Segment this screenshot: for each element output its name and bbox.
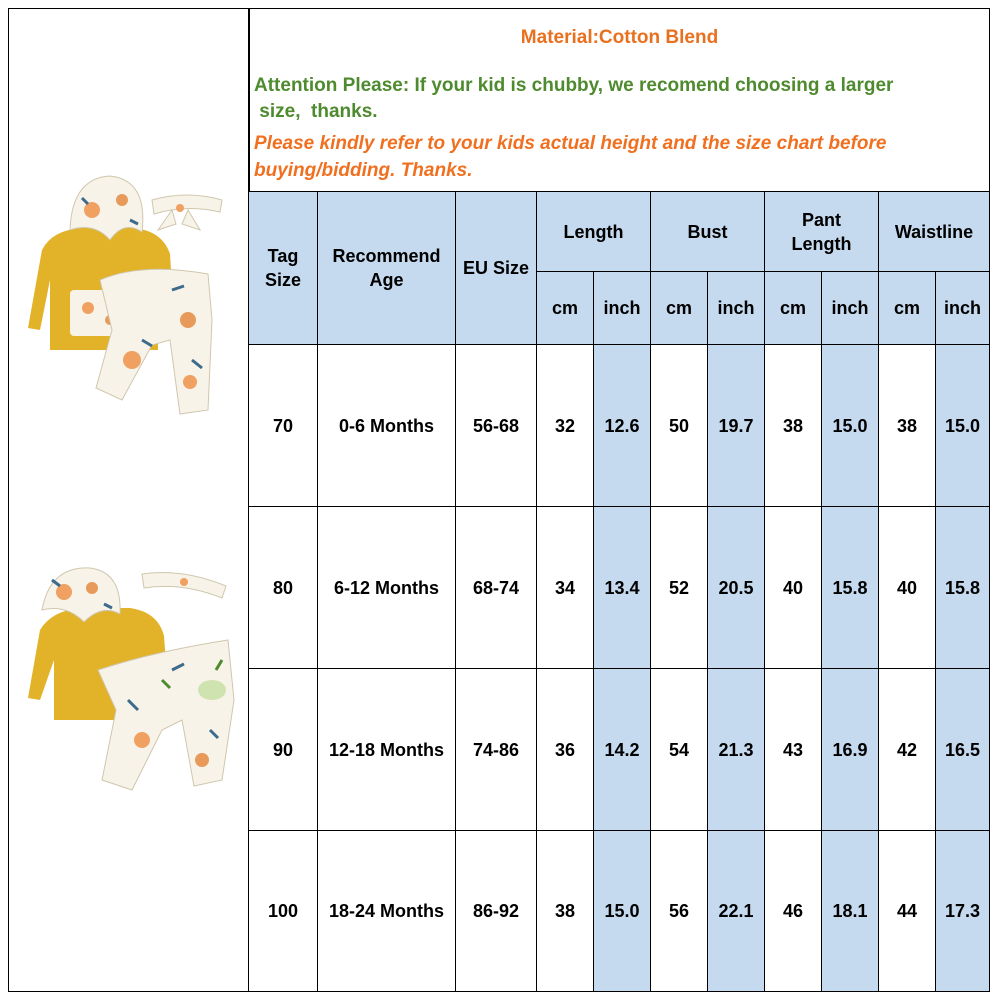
table-row bbox=[249, 669, 990, 831]
cell-waist-cm: 42 bbox=[879, 669, 936, 831]
cell-bust-cm: 54 bbox=[651, 669, 708, 831]
cell-bust-cm: 56 bbox=[651, 831, 708, 992]
attention-note bbox=[254, 73, 984, 125]
subheader-length-cm: cm bbox=[537, 272, 594, 345]
attention-line-1: Attention Please: If your kid is chubby, we recomend choosing a larger bbox=[254, 75, 894, 96]
header-recommend-age: Recommend Age bbox=[318, 192, 456, 345]
header-pant-length: Pant Length bbox=[765, 192, 879, 272]
cell-pant-inch: 16.9 bbox=[822, 669, 879, 831]
subheader-pant-inch: inch bbox=[822, 272, 879, 345]
cell-eu-size: 68-74 bbox=[456, 507, 537, 669]
cell-length-cm: 32 bbox=[537, 345, 594, 507]
material-note: Material:Cotton Blend bbox=[520, 27, 719, 48]
cell-waist-inch: 17.3 bbox=[936, 831, 990, 992]
attention-line-2: size, thanks. bbox=[254, 101, 378, 122]
outfit-image-side bbox=[12, 560, 244, 810]
cell-waist-inch: 15.8 bbox=[936, 507, 990, 669]
cell-length-inch: 13.4 bbox=[594, 507, 651, 669]
subheader-waist-cm: cm bbox=[879, 272, 936, 345]
size-chart-table bbox=[248, 191, 990, 992]
cell-bust-cm: 52 bbox=[651, 507, 708, 669]
cell-waist-cm: 44 bbox=[879, 831, 936, 992]
header-length: Length bbox=[537, 192, 651, 272]
cell-tag-size: 80 bbox=[249, 507, 318, 669]
table-row bbox=[249, 507, 990, 669]
cell-length-cm: 34 bbox=[537, 507, 594, 669]
cell-recommend-age: 6-12 Months bbox=[318, 507, 456, 669]
refer-line-1: Please kindly refer to your kids actual height and the size chart before bbox=[254, 133, 887, 154]
refer-note bbox=[254, 130, 984, 184]
cell-length-inch: 12.6 bbox=[594, 345, 651, 507]
cell-bust-inch: 19.7 bbox=[708, 345, 765, 507]
cell-waist-cm: 40 bbox=[879, 507, 936, 669]
header-tag-size: Tag Size bbox=[249, 192, 318, 345]
cell-pant-cm: 43 bbox=[765, 669, 822, 831]
header-waistline: Waistline bbox=[879, 192, 990, 272]
table-row bbox=[249, 345, 990, 507]
cell-pant-inch: 15.0 bbox=[822, 345, 879, 507]
cell-pant-cm: 46 bbox=[765, 831, 822, 992]
cell-eu-size: 86-92 bbox=[456, 831, 537, 992]
subheader-bust-cm: cm bbox=[651, 272, 708, 345]
cell-bust-inch: 22.1 bbox=[708, 831, 765, 992]
header-bust: Bust bbox=[651, 192, 765, 272]
cell-eu-size: 56-68 bbox=[456, 345, 537, 507]
cell-bust-inch: 20.5 bbox=[708, 507, 765, 669]
cell-bust-inch: 21.3 bbox=[708, 669, 765, 831]
subheader-waist-inch: inch bbox=[936, 272, 990, 345]
cell-tag-size: 100 bbox=[249, 831, 318, 992]
outfit-image-front bbox=[12, 170, 244, 430]
cell-length-cm: 36 bbox=[537, 669, 594, 831]
cell-bust-cm: 50 bbox=[651, 345, 708, 507]
cell-tag-size: 90 bbox=[249, 669, 318, 831]
subheader-pant-cm: cm bbox=[765, 272, 822, 345]
cell-pant-inch: 18.1 bbox=[822, 831, 879, 992]
cell-pant-cm: 40 bbox=[765, 507, 822, 669]
cell-tag-size: 70 bbox=[249, 345, 318, 507]
cell-length-cm: 38 bbox=[537, 831, 594, 992]
header-eu-size: EU Size bbox=[456, 192, 537, 345]
cell-pant-inch: 15.8 bbox=[822, 507, 879, 669]
cell-pant-cm: 38 bbox=[765, 345, 822, 507]
size-rows bbox=[249, 345, 990, 992]
subheader-bust-inch: inch bbox=[708, 272, 765, 345]
info-header bbox=[250, 9, 989, 192]
cell-recommend-age: 12-18 Months bbox=[318, 669, 456, 831]
table-row bbox=[249, 831, 990, 992]
cell-waist-inch: 16.5 bbox=[936, 669, 990, 831]
cell-waist-cm: 38 bbox=[879, 345, 936, 507]
cell-waist-inch: 15.0 bbox=[936, 345, 990, 507]
cell-recommend-age: 18-24 Months bbox=[318, 831, 456, 992]
cell-recommend-age: 0-6 Months bbox=[318, 345, 456, 507]
refer-line-2: buying/bidding. Thanks. bbox=[254, 160, 473, 181]
cell-length-inch: 15.0 bbox=[594, 831, 651, 992]
cell-length-inch: 14.2 bbox=[594, 669, 651, 831]
subheader-length-inch: inch bbox=[594, 272, 651, 345]
cell-eu-size: 74-86 bbox=[456, 669, 537, 831]
